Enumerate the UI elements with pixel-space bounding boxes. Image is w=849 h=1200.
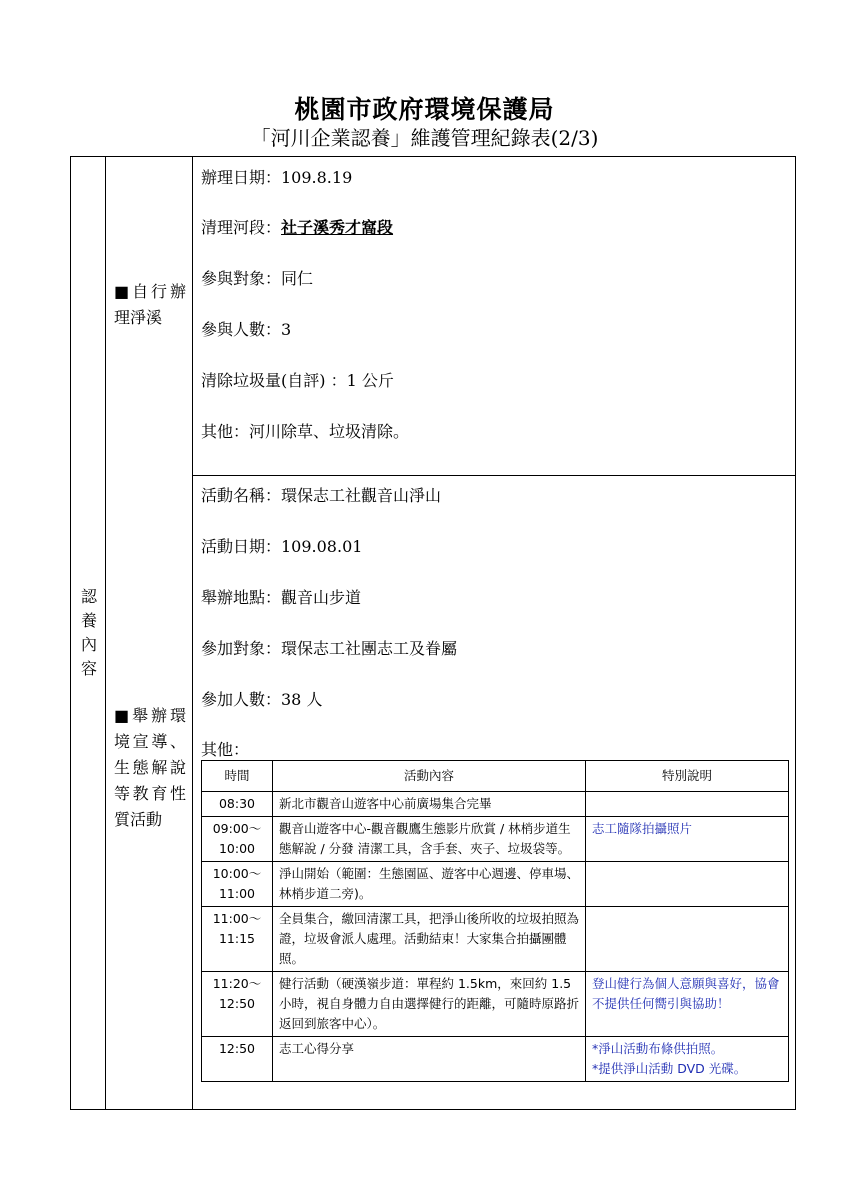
cleanup-count: 參與人數：3	[201, 320, 292, 339]
row-note: 志工隨隊拍攝照片	[586, 817, 789, 862]
schedule-table	[201, 760, 789, 1082]
divider	[192, 157, 193, 1109]
river-prefix: 清理河段：	[201, 218, 282, 237]
col-content: 活動內容	[273, 761, 586, 792]
col-note: 特別說明	[586, 761, 789, 792]
activity-target: 參加對象：環保志工社團志工及眷屬	[201, 639, 458, 658]
cleanup-date: 辦理日期：109.8.19	[201, 168, 353, 187]
row-note	[586, 792, 789, 817]
activity-name: 活動名稱：環保志工社觀音山淨山	[201, 486, 442, 505]
divider	[192, 475, 795, 476]
row-note: *淨山活動布條供拍照。 *提供淨山活動 DVD 光碟。	[586, 1037, 789, 1082]
row-content: 觀音山遊客中心-觀音觀鷹生態影片欣賞 / 林梢步道生態解說 / 分發 清潔工具，含手套、夾子、垃圾袋等。	[273, 817, 586, 862]
row-time: 08:30	[202, 792, 273, 817]
adoption-content-label	[75, 585, 103, 681]
cleanup-river	[201, 215, 393, 238]
row-content: 新北市觀音山遊客中心前廣場集合完畢	[273, 792, 586, 817]
row-note	[586, 862, 789, 907]
table-row	[202, 1037, 789, 1082]
table-row	[202, 972, 789, 1037]
row-note	[586, 907, 789, 972]
label-char: 內	[80, 635, 97, 654]
record-form	[70, 156, 796, 1110]
schedule-header-row	[202, 761, 789, 792]
table-row	[202, 907, 789, 972]
activity-date: 活動日期：109.08.01	[201, 537, 363, 556]
label-char: 容	[80, 659, 97, 678]
table-row	[202, 792, 789, 817]
row-time: 12:50	[202, 1037, 273, 1082]
section1-label: ■自行辦理淨溪	[114, 282, 186, 327]
row-content: 志工心得分享	[273, 1037, 586, 1082]
river-value: 社子溪秀才窩段	[281, 218, 394, 237]
row-note: 登山健行為個人意願與喜好，協會不提供任何嚮引與協助！	[586, 972, 789, 1037]
label-char: 認	[80, 587, 97, 606]
page-title: 桃園市政府環境保護局	[294, 95, 555, 124]
row-content: 全員集合，繳回清潔工具，把淨山後所收的垃圾拍照為證，垃圾會派人處理。活動結束！大家集合拍攝團體照。	[273, 907, 586, 972]
col-time: 時間	[202, 761, 273, 792]
row-time: 10:00～11:00	[202, 862, 273, 907]
divider	[105, 157, 106, 1109]
label-char: 養	[80, 611, 97, 630]
row-time: 09:00～10:00	[202, 817, 273, 862]
page-subtitle: 「河川企業認養」維護管理紀錄表(2/3)	[250, 126, 599, 150]
section2-label: ■舉辦環境宣導、生態解說等教育性質活動	[114, 706, 186, 829]
table-row	[202, 862, 789, 907]
cleanup-garbage: 清除垃圾量(自評) ：1 公斤	[201, 371, 394, 390]
cleanup-participants: 參與對象：同仁	[201, 269, 314, 288]
row-content: 健行活動（硬漢嶺步道：單程約 1.5km，來回約 1.5小時，視自身體力自由選擇健行的距離，可隨時原路折返回到旅客中心）。	[273, 972, 586, 1037]
activity-count: 參加人數：38 人	[201, 690, 323, 709]
cleanup-other: 其他：河川除草、垃圾清除。	[201, 422, 410, 441]
row-content: 淨山開始（範圍：生態園區、遊客中心週邊、停車場、林梢步道二旁)。	[273, 862, 586, 907]
activity-other: 其他：	[201, 740, 250, 759]
row-time: 11:00～11:15	[202, 907, 273, 972]
row-time: 11:20～12:50	[202, 972, 273, 1037]
table-row	[202, 817, 789, 862]
activity-place: 舉辦地點：觀音山步道	[201, 588, 362, 607]
